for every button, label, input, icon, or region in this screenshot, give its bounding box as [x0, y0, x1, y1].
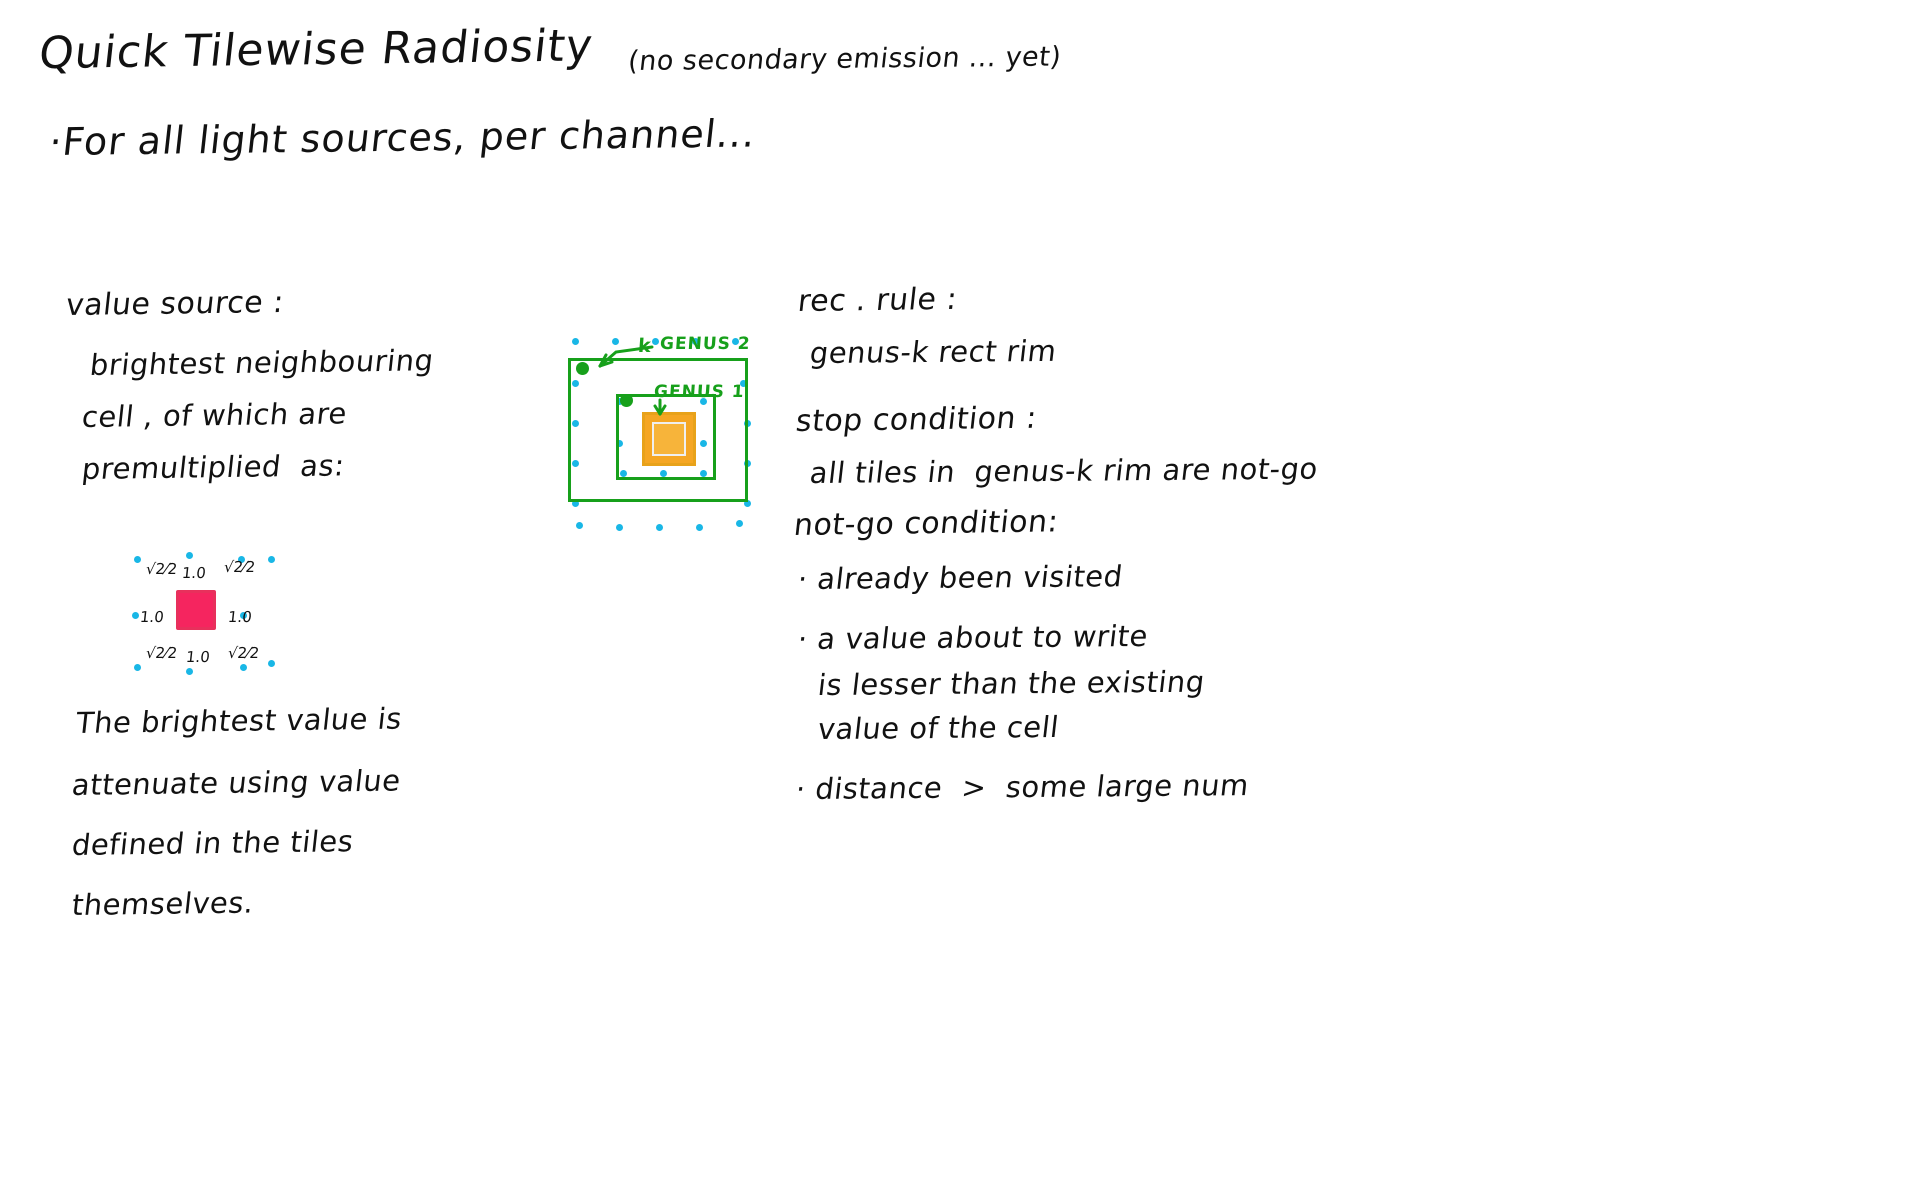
- kernel-dot: [134, 664, 141, 671]
- not-go-bullet-2-line-1: · a value about to write: [796, 618, 1150, 657]
- page-title: Quick Tilewise Radiosity: [36, 20, 596, 80]
- closing-line-4: themselves.: [70, 885, 256, 923]
- kernel-dot: [268, 556, 275, 563]
- kernel-dot: [132, 612, 139, 619]
- stop-condition-line-1: all tiles in genus-k rim are not-go: [808, 451, 1320, 491]
- kernel-dot: [186, 668, 193, 675]
- kernel-center-cell: [176, 590, 216, 630]
- not-go-bullet-3-line-1: · distance > some large num: [794, 768, 1251, 807]
- genus-1-label: GENUS 1: [653, 382, 746, 402]
- kernel-value-1-0: 1.0: [139, 608, 165, 626]
- stop-condition-heading: stop condition :: [794, 400, 1039, 440]
- value-source-line-1: brightest neighbouring: [88, 343, 436, 383]
- subtitle: ·For all light sources, per channel...: [47, 111, 759, 165]
- kernel-dot: [240, 664, 247, 671]
- not-go-bullet-2-line-3: value of the cell: [816, 709, 1061, 747]
- not-go-condition-heading: not-go condition:: [792, 504, 1061, 544]
- genus-2-node: [576, 362, 589, 375]
- kernel-dot: [134, 556, 141, 563]
- genus-rim-dot: [736, 520, 743, 527]
- rec-rule-line-1: genus-k rect rim: [808, 333, 1059, 371]
- kernel-value-0-2: √2⁄2: [223, 558, 257, 576]
- genus-rim-dot: [652, 338, 659, 345]
- genus-rim-dot: [616, 524, 623, 531]
- genus-rim-dot: [572, 338, 579, 345]
- kernel-value-2-2: √2⁄2: [227, 644, 261, 662]
- genus-rim-dot: [696, 524, 703, 531]
- genus-k-arrow-label: k: [637, 335, 653, 357]
- kernel-value-0-1: 1.0: [181, 564, 207, 582]
- genus-rim-dot: [576, 522, 583, 529]
- kernel-dot: [186, 552, 193, 559]
- closing-line-3: defined in the tiles: [70, 824, 356, 863]
- genus-rim-dot: [612, 338, 619, 345]
- genus-1-node: [620, 394, 633, 407]
- rec-rule-heading: rec . rule :: [796, 281, 960, 320]
- value-source-heading: value source :: [64, 284, 286, 324]
- not-go-bullet-1-line-1: · already been visited: [796, 559, 1125, 597]
- not-go-bullet-2-line-2: is lesser than the existing: [816, 664, 1207, 703]
- value-source-line-3: premultiplied as:: [80, 448, 347, 487]
- kernel-value-2-1: 1.0: [185, 648, 211, 666]
- kernel-value-1-2: 1.0: [227, 608, 253, 626]
- kernel-dot: [268, 660, 275, 667]
- value-source-line-2: cell , of which are: [80, 396, 349, 435]
- genus-2-label: GENUS 2: [659, 334, 752, 354]
- closing-line-2: attenuate using value: [70, 763, 403, 803]
- kernel-value-0-0: √2⁄2: [145, 560, 179, 578]
- genus-center-tile-inner: [652, 422, 686, 456]
- closing-line-1: The brightest value is: [74, 701, 404, 741]
- kernel-value-2-0: √2⁄2: [145, 644, 179, 662]
- genus-rim-dot: [656, 524, 663, 531]
- page-title-note: (no secondary emission ... yet): [626, 41, 1064, 78]
